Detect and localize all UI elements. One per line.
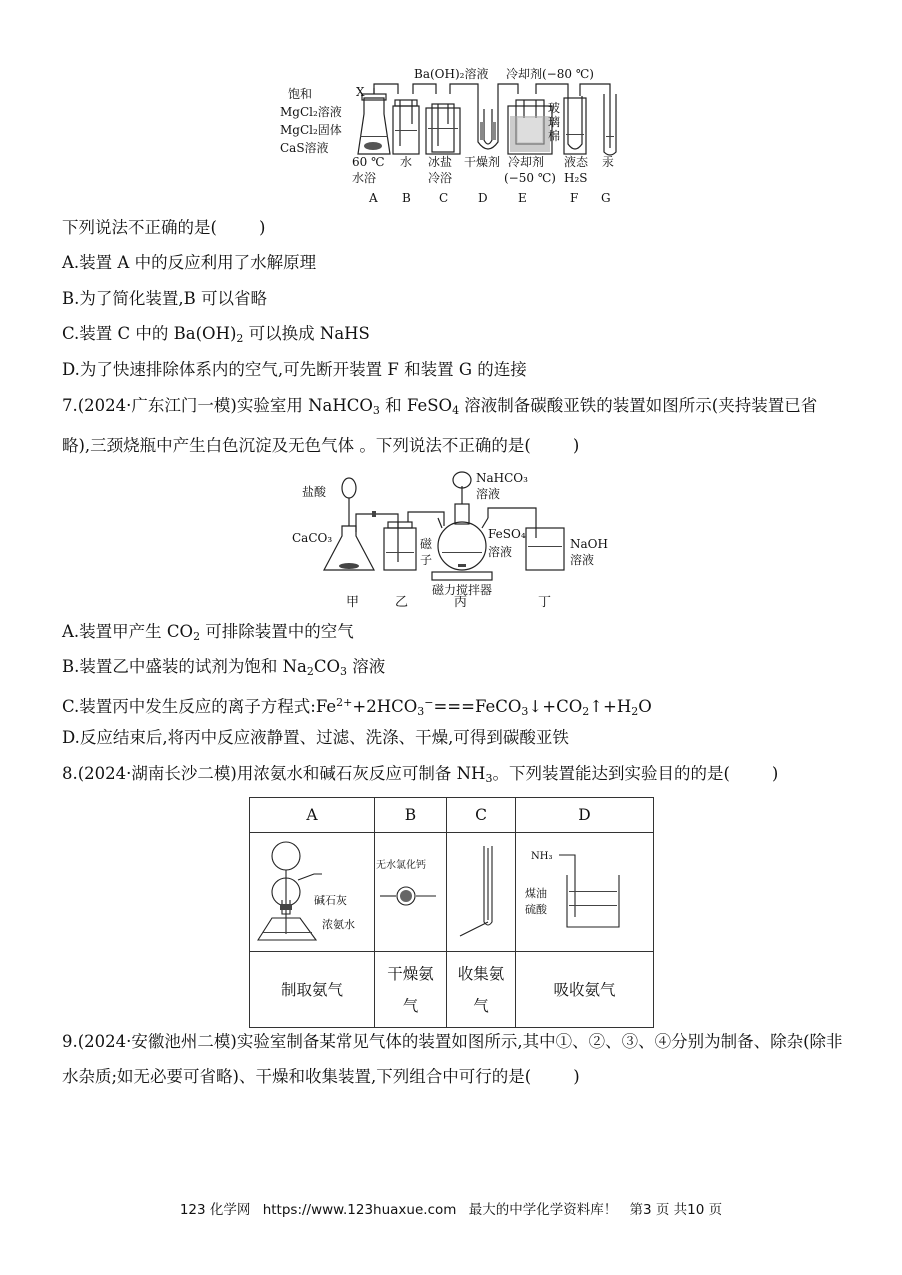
table-header-a: A: [250, 798, 375, 833]
label-soda-lime: 碱石灰: [314, 894, 347, 907]
label-caco3: CaCO₃: [292, 531, 333, 545]
footer-slogan: 最大的中学化学资料库！: [468, 1202, 618, 1218]
label-bing: 丙: [454, 595, 468, 610]
apparatus-figure-h2s: [278, 64, 638, 208]
label-magnet-1: 磁: [420, 537, 433, 551]
label-water: 水: [400, 155, 413, 169]
question-8-stem: 8.(2024·湖南长沙二模)用浓氨水和碱石灰反应可制备 $NH_3$。下列装置能达到实验目的的是( ): [62, 764, 779, 785]
page-footer: [0, 1198, 902, 1218]
label-cacl2: 无水氯化钙: [375, 860, 426, 871]
label-reagent-1: 饱和: [288, 87, 313, 101]
label-mercury: 汞: [602, 155, 615, 169]
label-coolant-e-1: 冷却剂: [508, 155, 545, 169]
label-sulfuric-acid: 硫酸: [524, 903, 547, 916]
label-hcl: 盐酸: [302, 485, 327, 499]
label-ice-salt-2: 冷浴: [428, 171, 453, 185]
label-reagent-3: MgCl₂固体: [280, 123, 342, 137]
label-yi: 乙: [395, 595, 409, 610]
letter-d: D: [478, 191, 488, 205]
label-x: X: [356, 85, 365, 99]
table-label-b: 干燥氨气: [375, 952, 447, 1028]
letter-g: G: [601, 191, 611, 205]
figure-a-generator: [250, 833, 375, 952]
label-liquid-2: H₂S: [564, 171, 588, 185]
apparatus-figure-feco3: [292, 466, 622, 610]
label-coolant-top: 冷却剂(−80 ℃): [506, 67, 594, 81]
label-desiccant: 干燥剂: [464, 155, 501, 169]
footer-page-number: 第3 页 共10 页: [629, 1202, 723, 1218]
letter-b: B: [402, 191, 411, 205]
label-liquid-1: 液态: [564, 155, 589, 169]
question-9-stem: 9.(2024·安徽池州二模)实验室制备某常见气体的装置如图所示,其中①、②、③、④分别为制备、除杂(除非水杂质;如无必要可省略)、干燥和收集装置,下列组合中可行的是( ): [62, 1032, 843, 1086]
figure-b-drying-tube: [375, 833, 447, 952]
label-bath-a-2: 水浴: [352, 171, 377, 185]
label-nahco3-1: NaHCO₃: [476, 471, 528, 485]
label-nahco3-2: 溶液: [476, 487, 501, 501]
label-feso4-1: FeSO₄: [488, 527, 526, 541]
label-glass-wool-2: 璃: [548, 115, 561, 129]
letter-a: A: [369, 191, 378, 205]
option-6a: A.装置 A 中的反应利用了水解原理: [62, 253, 317, 272]
label-jia: 甲: [346, 595, 360, 610]
footer-url[interactable]: https://www.123huaxue.com: [262, 1202, 457, 1218]
question-7-stem: 7.(2024·广东江门一模)实验室用 NaHCO$_3$ 和 FeSO$_4$ 溶液制备碳酸亚铁的装置如图所示(夹持装置已省略),三颈烧瓶中产生白色沉淀及无色气体 。下列说法不正确的是( ): [62, 396, 818, 455]
option-6b: B.为了简化装置,B 可以省略: [62, 289, 267, 308]
label-ice-salt-1: 冰盐: [428, 155, 453, 169]
letter-f: F: [570, 191, 579, 205]
option-6d: D.为了快速排除体系内的空气,可先断开装置 F 和装置 G 的连接: [62, 360, 527, 379]
label-baoh2: Ba(OH)₂溶液: [414, 67, 489, 81]
table-header-d: D: [516, 798, 654, 833]
label-feso4-2: 溶液: [488, 545, 513, 559]
figure-c-collection-tube: [447, 833, 516, 952]
label-ding: 丁: [538, 595, 552, 610]
option-7a: A.装置甲产生 $CO_2$ 可排除装置中的空气: [62, 622, 354, 643]
letter-e: E: [518, 191, 527, 205]
option-7d: D.反应结束后,将丙中反应液静置、过滤、洗涤、干燥,可得到碳酸亚铁: [62, 728, 569, 747]
option-6c: C.装置 C 中的 $Ba(OH)_2$ 可以换成 NaHS: [62, 324, 370, 345]
letter-c: C: [439, 191, 449, 205]
label-nh3: NH₃: [530, 851, 552, 862]
table-header-c: C: [447, 798, 516, 833]
label-reagent-2: MgCl₂溶液: [280, 105, 342, 119]
label-kerosene: 煤油: [524, 887, 547, 900]
figure-d-absorber: [516, 833, 654, 952]
label-naoh-1: NaOH: [570, 537, 608, 551]
label-magnet-2: 子: [420, 553, 433, 567]
table-label-a: 制取氨气: [250, 952, 375, 1028]
footer-site: 123 化学网: [179, 1202, 251, 1218]
label-reagent-4: CaS溶液: [280, 141, 329, 155]
option-7b: B.装置乙中盛装的试剂为饱和 $Na_2CO_3$ 溶液: [62, 657, 386, 678]
options-table: [249, 797, 654, 1028]
table-label-d: 吸收氨气: [516, 952, 654, 1028]
label-conc-ammonia: 浓氨水: [322, 918, 355, 931]
table-header-b: B: [375, 798, 447, 833]
label-stirrer: 磁力搅拌器: [432, 583, 493, 597]
question-6-stem: 下列说法不正确的是( ): [62, 218, 266, 237]
label-coolant-e-2: (−50 ℃): [504, 171, 556, 185]
label-glass-wool-1: 玻: [548, 101, 561, 115]
option-7c: C.装置丙中发生反应的离子方程式$:Fe^{2+}+2HCO_3^-===FeCO_3↓+CO_2↑+H_2O$: [62, 696, 652, 718]
label-naoh-2: 溶液: [570, 553, 595, 567]
label-bath-a-1: 60 ℃: [352, 155, 385, 169]
label-glass-wool-3: 棉: [548, 129, 561, 143]
table-label-c: 收集氨气: [447, 952, 516, 1028]
